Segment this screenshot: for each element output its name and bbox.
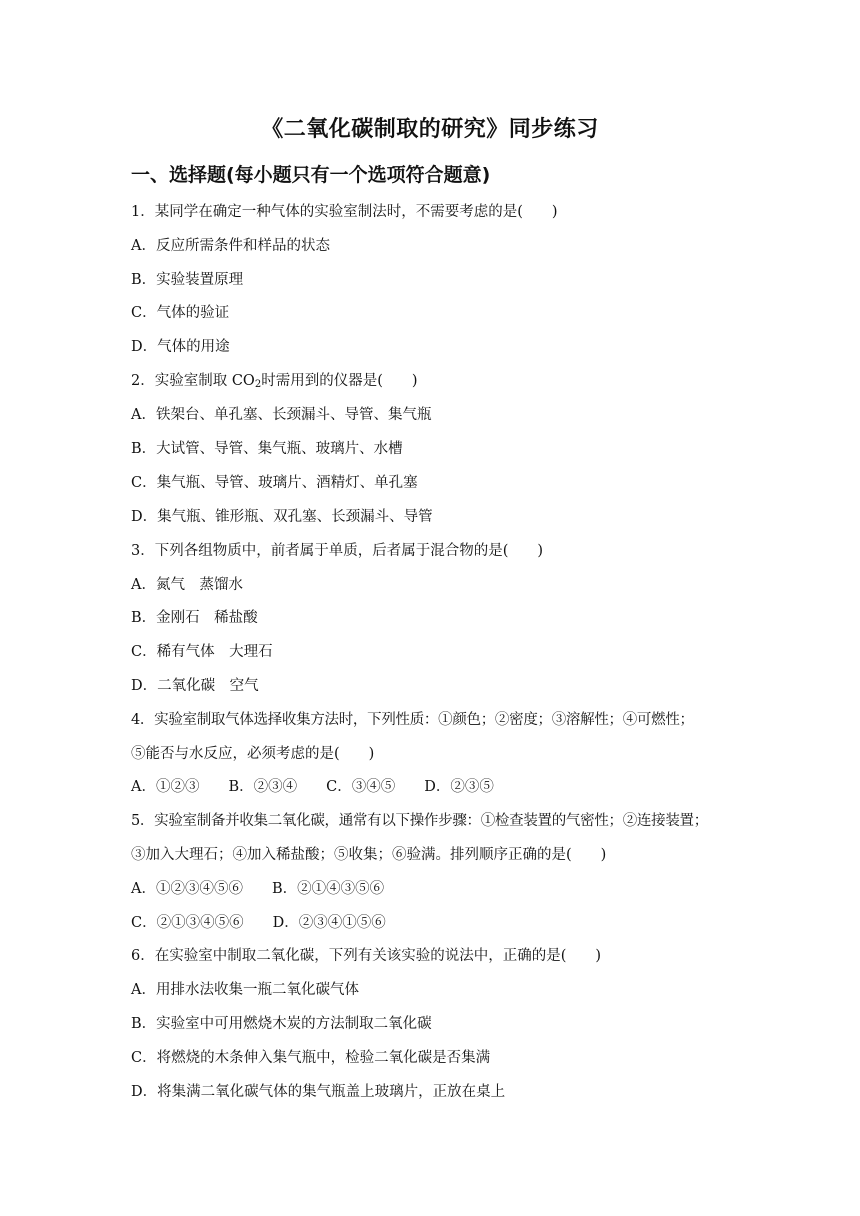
question-6-option-b: B．实验室中可用燃烧木炭的方法制取二氧化碳	[131, 1016, 432, 1032]
question-4-options: A．①②③ B．②③④ C．③④⑤ D．②③⑤	[131, 779, 494, 795]
question-1-option-b: B．实验装置原理	[131, 272, 244, 288]
document-title: 《二氧化碳制取的研究》同步练习	[261, 116, 599, 142]
question-5-options-cd: C．②①③④⑤⑥ D．②③④①⑤⑥	[131, 915, 386, 931]
question-2-option-a: A．铁架台、单孔塞、长颈漏斗、导管、集气瓶	[131, 407, 432, 423]
question-6-option-c: C．将燃烧的木条伸入集气瓶中，检验二氧化碳是否集满	[131, 1050, 491, 1066]
question-3-option-a: A．氮气 蒸馏水	[131, 577, 243, 593]
question-2-option-b: B．大试管、导管、集气瓶、玻璃片、水槽	[131, 441, 403, 457]
question-2-stem	[131, 371, 418, 395]
question-2-option-c: C．集气瓶、导管、玻璃片、酒精灯、单孔塞	[131, 475, 418, 491]
section-heading: 一、选择题(每小题只有一个选项符合题意)	[131, 164, 491, 186]
question-5-stem-line-2: ③加入大理石；④加入稀盐酸；⑤收集；⑥验满。排列顺序正确的是( )	[131, 847, 607, 863]
question-1-option-a: A．反应所需条件和样品的状态	[131, 238, 330, 254]
question-6-option-d: D．将集满二氧化碳气体的集气瓶盖上玻璃片，正放在桌上	[131, 1084, 506, 1100]
question-2-stem-subscript: 2	[254, 379, 262, 390]
question-1-stem: 1．某同学在确定一种气体的实验室制法时，不需要考虑的是( )	[131, 204, 558, 220]
question-3-option-c: C．稀有气体 大理石	[131, 644, 273, 660]
question-2-stem-pre: 2．实验室制取 CO	[131, 373, 255, 389]
question-5-stem-line-1: 5．实验室制备并收集二氧化碳，通常有以下操作步骤：①检查装置的气密性；②连接装置；	[131, 813, 708, 829]
question-1-option-c: C．气体的验证	[131, 305, 230, 321]
question-6-stem: 6．在实验室中制取二氧化碳，下列有关该实验的说法中，正确的是( )	[131, 948, 602, 964]
question-2-stem-post: 时需用到的仪器是( )	[261, 373, 418, 389]
question-3-stem: 3．下列各组物质中，前者属于单质，后者属于混合物的是( )	[131, 543, 544, 559]
question-5-options-ab: A．①②③④⑤⑥ B．②①④③⑤⑥	[131, 881, 385, 897]
question-4-stem-line-1: 4．实验室制取气体选择收集方法时，下列性质：①颜色；②密度；③溶解性；④可燃性；	[131, 712, 694, 728]
question-1-option-d: D．气体的用途	[131, 339, 230, 355]
question-3-option-b: B．金刚石 稀盐酸	[131, 610, 258, 626]
question-6-option-a: A．用排水法收集一瓶二氧化碳气体	[131, 982, 359, 998]
question-3-option-d: D．二氧化碳 空气	[131, 678, 259, 694]
question-4-stem-line-2: ⑤能否与水反应，必须考虑的是( )	[131, 746, 375, 762]
question-2-option-d: D．集气瓶、锥形瓶、双孔塞、长颈漏斗、导管	[131, 509, 433, 525]
